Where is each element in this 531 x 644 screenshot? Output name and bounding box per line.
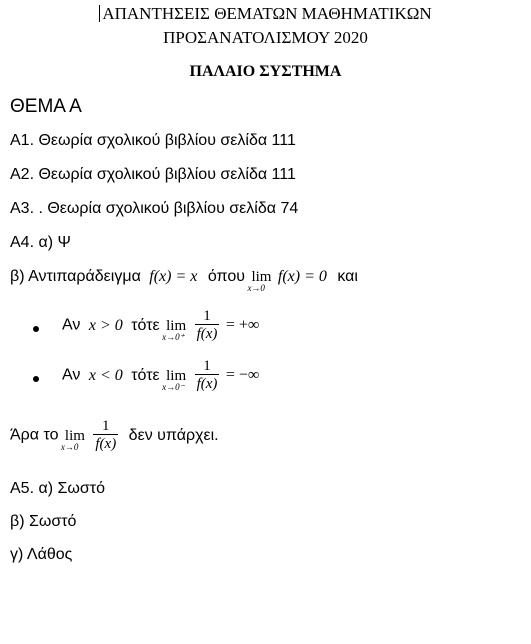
a4b-label: β) Αντιπαράδειγμα — [10, 268, 141, 285]
document-title-line-1 — [0, 4, 531, 24]
lim-word: lim — [166, 317, 187, 334]
a4b-where: όπου — [207, 268, 245, 285]
a4b-function: f(x) = x — [149, 268, 198, 285]
fraction-numerator: 1 — [203, 358, 211, 374]
title-line-1-text: ΑΠΑΝΤΗΣΕΙΣ ΘΕΜΑΤΩΝ ΜΑΘΗΜΑΤΙΚΩΝ — [102, 4, 432, 23]
a4b-limit-expr: f(x) = 0 — [277, 268, 327, 285]
bullet1-prefix: Αν — [62, 316, 81, 334]
bullet1-condition: x > 0 — [88, 316, 123, 334]
bullet2-condition: x < 0 — [88, 366, 123, 384]
fraction-numerator: 1 — [203, 308, 211, 324]
fraction-denominator: f(x) — [95, 436, 117, 452]
answer-a4b — [10, 268, 358, 293]
fraction-numerator: 1 — [102, 418, 110, 434]
bullet2-limit — [162, 367, 187, 392]
bullet1-fraction — [195, 308, 220, 343]
lim-subscript: x→0 — [60, 441, 79, 452]
lim-word: lim — [166, 367, 187, 384]
a4b-and: και — [337, 268, 358, 285]
document-title-line-2: ΠΡΟΣΑΝΑΤΟΛΙΣΜΟΥ 2020 — [163, 28, 368, 47]
conclusion-fraction — [93, 418, 118, 453]
bullet2-fraction — [195, 358, 220, 393]
answer-a5b: β) Σωστό — [10, 513, 77, 530]
lim-word: lim — [64, 427, 85, 444]
text-cursor — [99, 5, 100, 22]
lim-subscript: x→0⁺ — [162, 331, 185, 342]
bullet1-result: = +∞ — [225, 316, 260, 334]
bullet2-prefix: Αν — [62, 366, 81, 384]
answer-a1: Α1. Θεωρία σχολικού βιβλίου σελίδα 111 — [10, 132, 296, 149]
answer-a4a: Α4. α) Ψ — [10, 234, 71, 251]
bullet-dot — [33, 376, 39, 382]
conclusion-line — [10, 418, 219, 453]
bullet1-then: τότε — [131, 316, 160, 334]
section-heading: ΘΕΜΑ Α — [10, 96, 82, 117]
bullet2-result: = −∞ — [225, 366, 260, 384]
answer-a5c: γ) Λάθος — [10, 546, 73, 563]
conclusion-suffix: δεν υπάρχει. — [128, 426, 219, 444]
conclusion-limit — [60, 427, 85, 452]
bullet2-then: τότε — [131, 366, 160, 384]
bullet-item-negative — [62, 358, 259, 393]
lim-word: lim — [251, 269, 272, 285]
bullet-item-positive — [62, 308, 259, 343]
bullet1-limit — [162, 317, 187, 342]
conclusion-prefix: Άρα το — [10, 426, 59, 444]
answer-a2: Α2. Θεωρία σχολικού βιβλίου σελίδα 111 — [10, 166, 296, 183]
fraction-denominator: f(x) — [196, 326, 218, 342]
answer-a5a: Α5. α) Σωστό — [10, 480, 105, 497]
bullet-dot — [33, 326, 39, 332]
a4b-limit — [247, 268, 272, 293]
lim-subscript: x→0 — [247, 283, 265, 293]
document-subtitle: ΠΑΛΑΙΟ ΣΥΣΤΗΜΑ — [189, 63, 342, 80]
fraction-denominator: f(x) — [196, 376, 218, 392]
answer-a3: Α3. . Θεωρία σχολικού βιβλίου σελίδα 74 — [10, 200, 299, 217]
lim-subscript: x→0⁻ — [162, 381, 185, 392]
